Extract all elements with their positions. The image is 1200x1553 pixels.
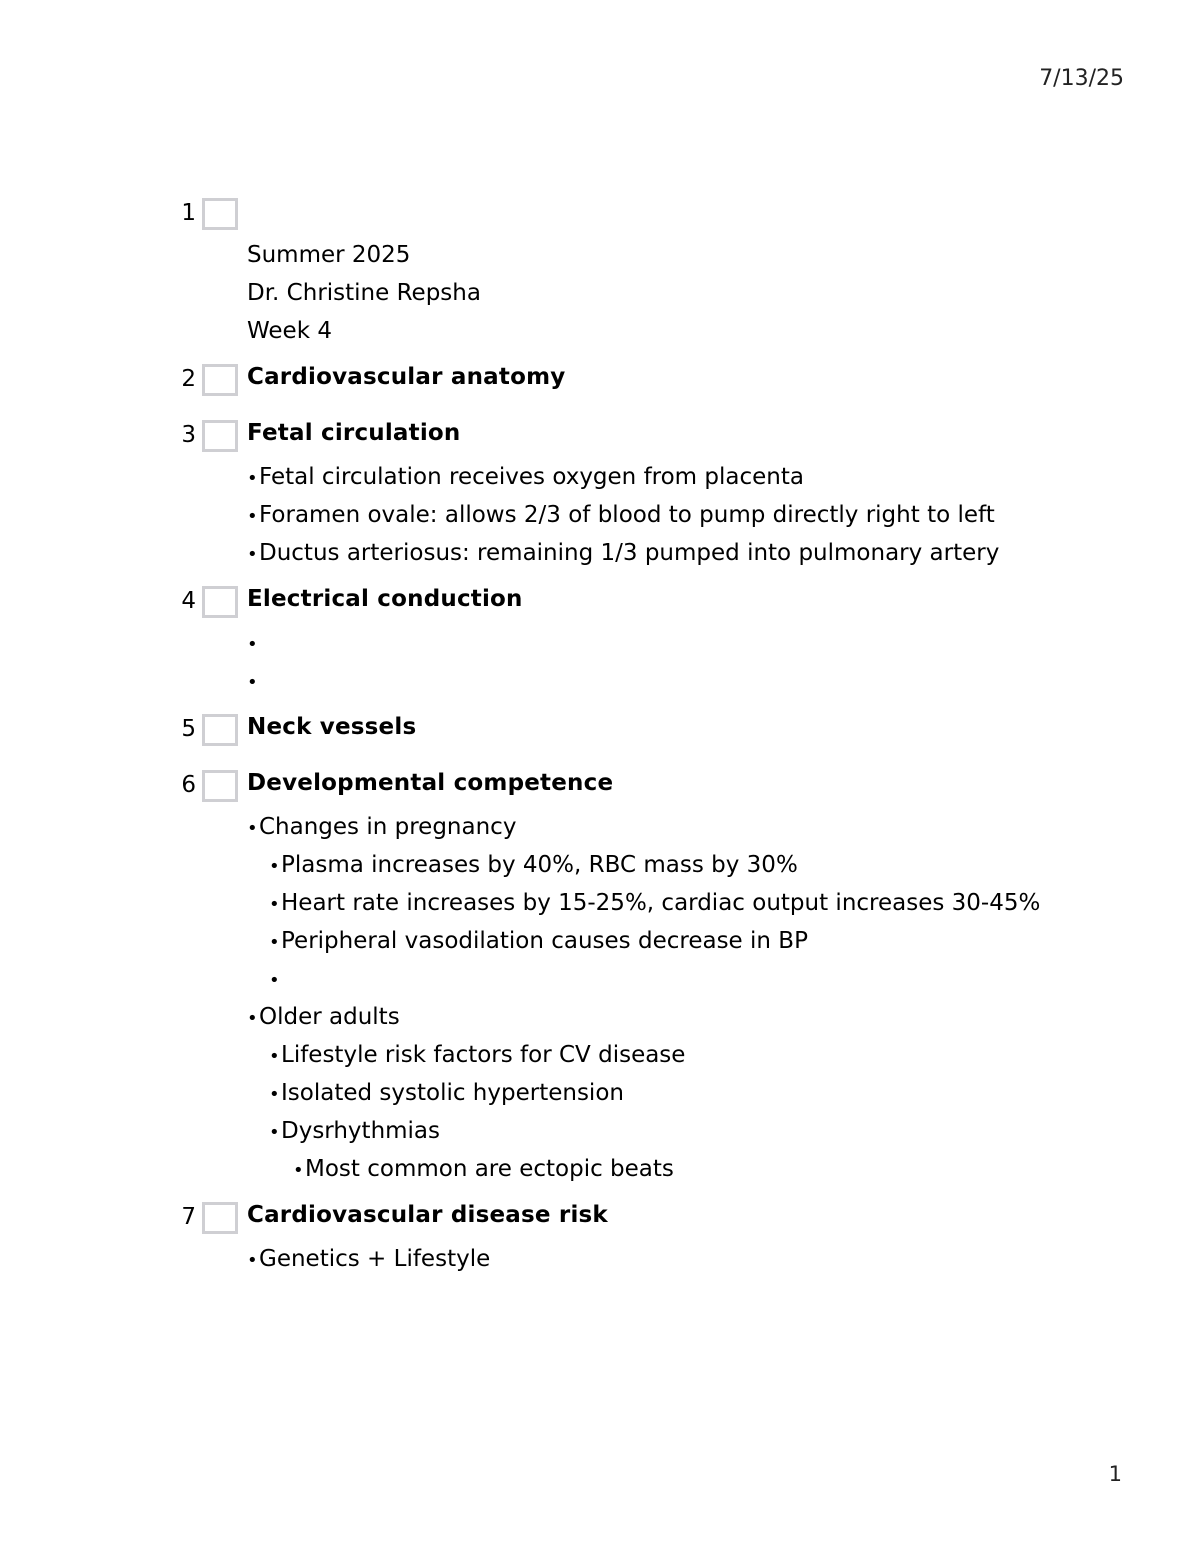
- bullet-item: [247, 922, 1200, 960]
- slide-body: [247, 804, 1200, 1188]
- line-text: Older adults: [259, 1004, 400, 1030]
- text-line: [247, 274, 1200, 312]
- slide-entry: [0, 196, 1200, 350]
- line-text: Changes in pregnancy: [259, 814, 517, 840]
- bullet-item: [247, 1112, 1200, 1150]
- slide-title: Developmental competence: [247, 770, 614, 796]
- bullet-item: [247, 624, 1200, 662]
- slide-header: [0, 418, 1200, 454]
- slide-number: 4: [181, 588, 196, 614]
- slide-header: [0, 362, 1200, 398]
- slide-entry: [0, 418, 1200, 572]
- slide-thumbnail: [202, 420, 238, 452]
- slide-entry: [0, 584, 1200, 700]
- slide-header: [0, 584, 1200, 620]
- bullet-item: [247, 458, 1200, 496]
- slide-entry: [0, 1200, 1200, 1278]
- line-text: Ductus arteriosus: remaining 1/3 pumped into pulmonary artery: [259, 540, 1000, 566]
- slide-number: 5: [181, 716, 196, 742]
- line-text: Isolated systolic hypertension: [281, 1080, 624, 1106]
- slide-header: [0, 712, 1200, 748]
- slide-number: 7: [181, 1204, 196, 1230]
- slide-body: [247, 1236, 1200, 1278]
- line-text: Fetal circulation receives oxygen from placenta: [259, 464, 804, 490]
- bullet-item: [247, 884, 1200, 922]
- bullet-icon: •: [247, 506, 258, 527]
- line-text: Dysrhythmias: [281, 1118, 441, 1144]
- line-text: Genetics + Lifestyle: [259, 1246, 491, 1272]
- bullet-icon: •: [247, 468, 258, 489]
- slide-spacer: [0, 748, 1200, 756]
- line-text: Plasma increases by 40%, RBC mass by 30%: [281, 852, 798, 878]
- bullet-item: [247, 1036, 1200, 1074]
- slide-body: [247, 454, 1200, 572]
- bullet-icon: •: [247, 672, 258, 693]
- bullet-item: [247, 1240, 1200, 1278]
- slide-title: Cardiovascular disease risk: [247, 1202, 608, 1228]
- bullet-item: [247, 846, 1200, 884]
- slide-thumbnail: [202, 586, 238, 618]
- bullet-icon: •: [293, 1160, 304, 1181]
- page-number: 1: [1108, 1462, 1122, 1486]
- bullet-icon: •: [269, 932, 280, 953]
- bullet-icon: •: [247, 634, 258, 655]
- slide-title: Neck vessels: [247, 714, 417, 740]
- bullet-icon: •: [247, 1250, 258, 1271]
- bullet-icon: •: [247, 818, 258, 839]
- line-text: Most common are ectopic beats: [305, 1156, 674, 1182]
- slide-spacer: [0, 398, 1200, 406]
- slide-entry: [0, 362, 1200, 406]
- line-text: Peripheral vasodilation causes decrease in BP: [281, 928, 808, 954]
- bullet-icon: •: [269, 1122, 280, 1143]
- line-text: Week 4: [247, 318, 332, 344]
- slide-thumbnail: [202, 198, 238, 230]
- slide-header: [0, 196, 1200, 232]
- slide-number: 2: [181, 366, 196, 392]
- bullet-icon: •: [269, 970, 280, 991]
- bullet-icon: •: [269, 1046, 280, 1067]
- slide-thumbnail: [202, 1202, 238, 1234]
- slide-thumbnail: [202, 364, 238, 396]
- slide-body: [247, 232, 1200, 350]
- slide-thumbnail: [202, 770, 238, 802]
- line-text: Foramen ovale: allows 2/3 of blood to pump directly right to left: [259, 502, 995, 528]
- slide-title: Cardiovascular anatomy: [247, 364, 566, 390]
- bullet-icon: •: [247, 1008, 258, 1029]
- bullet-item: [247, 1074, 1200, 1112]
- line-text: Dr. Christine Repsha: [247, 280, 481, 306]
- bullet-icon: •: [269, 856, 280, 877]
- slide-title: Electrical conduction: [247, 586, 523, 612]
- text-line: [247, 236, 1200, 274]
- slide-thumbnail: [202, 714, 238, 746]
- bullet-item: [247, 960, 1200, 998]
- slide-number: 6: [181, 772, 196, 798]
- bullet-item: [247, 808, 1200, 846]
- slide-outline-list: [0, 196, 1200, 1290]
- slide-header: [0, 1200, 1200, 1236]
- bullet-icon: •: [269, 894, 280, 915]
- slide-title: Fetal circulation: [247, 420, 461, 446]
- bullet-item: [247, 496, 1200, 534]
- slide-entry: [0, 712, 1200, 756]
- line-text: Heart rate increases by 15-25%, cardiac output increases 30-45%: [281, 890, 1041, 916]
- header-date: 7/13/25: [1039, 66, 1124, 91]
- slide-number: 1: [181, 200, 196, 226]
- bullet-icon: •: [247, 544, 258, 565]
- slide-header: [0, 768, 1200, 804]
- line-text: Summer 2025: [247, 242, 411, 268]
- slide-entry: [0, 768, 1200, 1188]
- line-text: Lifestyle risk factors for CV disease: [281, 1042, 686, 1068]
- bullet-item: [247, 662, 1200, 700]
- slide-body: [247, 620, 1200, 700]
- text-line: [247, 312, 1200, 350]
- bullet-item: [247, 1150, 1200, 1188]
- bullet-item: [247, 534, 1200, 572]
- bullet-icon: •: [269, 1084, 280, 1105]
- bullet-item: [247, 998, 1200, 1036]
- slide-number: 3: [181, 422, 196, 448]
